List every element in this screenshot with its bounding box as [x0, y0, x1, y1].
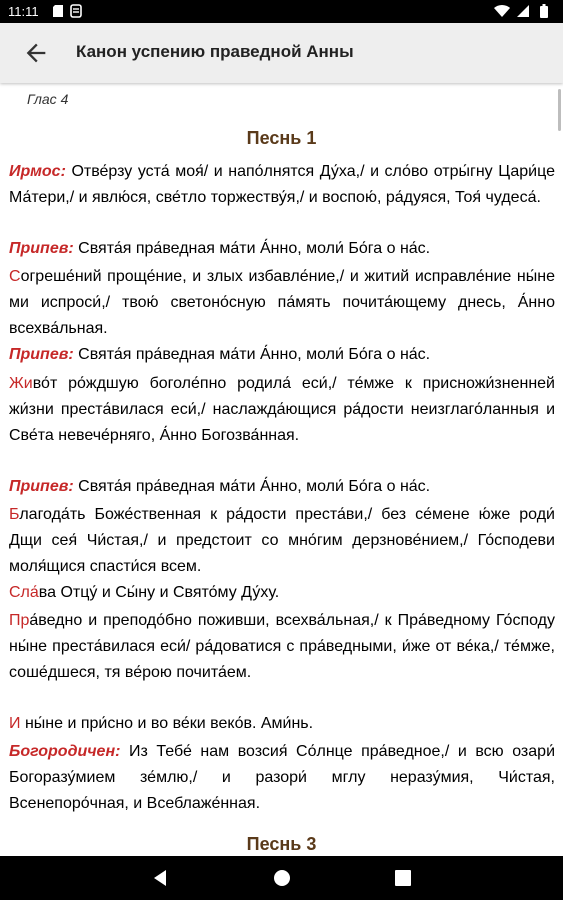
paragraph-text: во́т ро́ждшую боголе́пно родила́ еси́,/ те́мже к присножи́зненней жи́зни преста́вилася еси́,/ наслажда́ющися ра́дости неизглаго́ланныя и Све́та невече́рняго, А́нно Богозва́нная.: [9, 375, 555, 444]
irmos-label: Ирмос:: [9, 163, 66, 180]
scrollbar-thumb[interactable]: [558, 89, 561, 131]
troparion-paragraph: [9, 264, 555, 342]
status-time: 11:11: [8, 4, 39, 19]
nav-home-icon[interactable]: [271, 867, 293, 889]
doxology-paragraph: [9, 580, 555, 606]
troparion-paragraph: [9, 502, 555, 580]
paragraph-text: Из Тебе́ нам возсия́ Со́лнце пра́ведное,/ и всю озари́ Богоразу́мием зе́млю,/ и разори́ мглу неразу́мия, Чи́стая, Всенепоро́чная, и Всеблаже́нная.: [9, 743, 555, 812]
amen-paragraph: [9, 711, 555, 737]
navigation-bar: [0, 856, 563, 900]
paragraph-text: лагода́ть Боже́ственная к ра́дости преста́ви,/ без се́мене ю́же роди́ Дщи сея́ Чи́стая,/ и предстоит со мно́гим дерзнове́нием,/ Го́сподеви моля́щися спасти́ся всем.: [9, 506, 555, 575]
irmos-paragraph: [9, 159, 555, 211]
initial-letter: С: [9, 268, 21, 285]
status-bar: [0, 0, 563, 23]
initial-letter: Пр: [9, 612, 30, 629]
ode-3-heading: Песнь 3: [246, 834, 317, 854]
cell-signal-icon: [516, 4, 530, 21]
paragraph-text: Свята́я пра́ведная ма́ти А́нно, моли́ Бо́га о на́с.: [73, 346, 431, 363]
refrain-paragraph: [9, 474, 555, 500]
paragraph-text: Свята́я пра́ведная ма́ти А́нно, моли́ Бо́га о на́с.: [73, 240, 431, 257]
app-bar: [0, 23, 563, 83]
refrain-paragraph: [9, 236, 555, 262]
notification-icon: [70, 4, 82, 21]
paragraph-text: ́ва Отцу́ и Сы́ну и Свято́му Ду́ху.: [38, 584, 280, 601]
refrain-label: Припев:: [9, 346, 74, 363]
refrain-paragraph: [9, 342, 555, 368]
theotokion-paragraph: [9, 739, 555, 817]
paragraph-text: Отве́рзу уста́ моя́/ и напо́лнятся Ду́ха,/ и сло́во отры́гну Цари́це Ма́тери,/ и явлю́ся, све́тло торжеству́я,/ и воспою́, ра́дуяся, Тоя́ чудеса́.: [9, 163, 555, 206]
nav-recents-icon[interactable]: [392, 867, 414, 889]
initial-letter: Б: [9, 506, 20, 523]
initial-letter: И: [9, 715, 21, 732]
paragraph-text: огреше́ний проще́ние, и злых избавле́ние,/ и житий исправле́ние ны́не ми испроси́,/ твою́ светоно́сную па́мять почита́ющему днесь, А́нно всехва́льная.: [9, 268, 555, 337]
paragraph-text: а́ведно и преподо́бно поживши, всехва́льная,/ к Пра́ведному Го́споду ны́не преста́вилася еси́/ ра́доватися с пра́ведными, и́же от ве́ка,/ те́мже, соше́дшеся, тя ве́рою почита́ем.: [9, 612, 555, 681]
initial-letter: Жи: [9, 375, 33, 392]
paragraph-text: ны́не и при́сно и во ве́ки веко́в. Ами́нь.: [20, 715, 314, 732]
sd-card-icon: [52, 4, 64, 21]
page-title: Канон успению праведной Анны: [76, 42, 354, 61]
paragraph-text: Свята́я пра́ведная ма́ти А́нно, моли́ Бо́га о на́с.: [73, 478, 431, 495]
battery-icon: [540, 4, 548, 21]
wifi-icon: [494, 4, 510, 21]
troparion-paragraph: [9, 371, 555, 449]
refrain-label: Припев:: [9, 240, 74, 257]
tone-label: Глас 4: [27, 91, 69, 107]
ode-1-heading: Песнь 1: [246, 128, 317, 148]
troparion-paragraph: [9, 608, 555, 686]
nav-back-icon[interactable]: [150, 867, 172, 889]
theotokion-label: Богородичен:: [9, 743, 121, 760]
refrain-label: Припев:: [9, 478, 74, 495]
initial-letter: Сла: [9, 584, 39, 601]
canon-text[interactable]: [0, 83, 563, 856]
back-arrow-icon[interactable]: [22, 39, 50, 67]
